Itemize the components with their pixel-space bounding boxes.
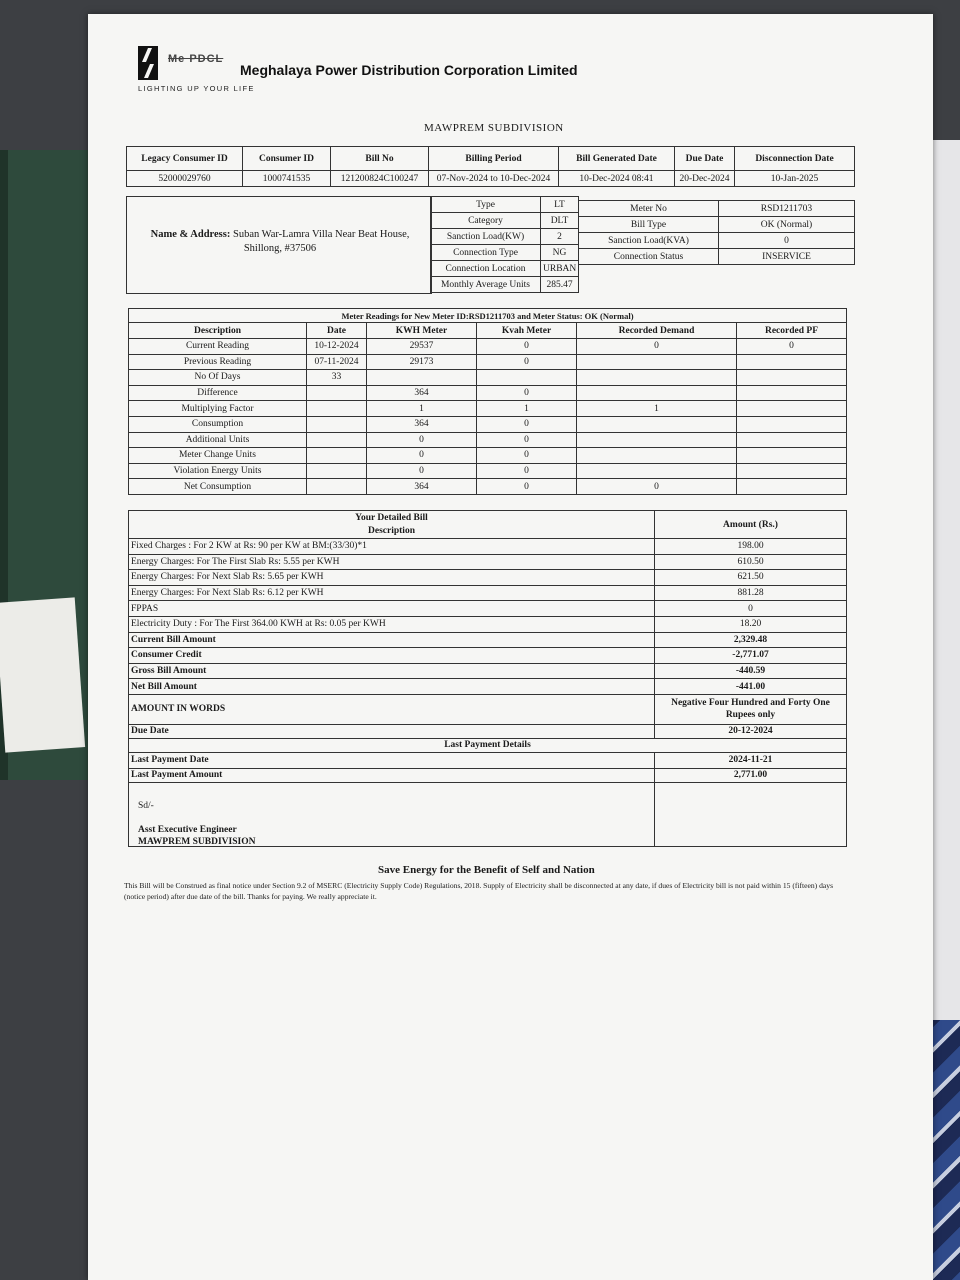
meter-reading-cell	[577, 385, 737, 401]
header-disconnection-date: Disconnection Date	[735, 147, 855, 171]
meter-reading-row	[129, 448, 847, 464]
signature-block	[138, 800, 255, 848]
meter-reading-cell	[737, 401, 847, 417]
meter-reading-cell	[577, 416, 737, 432]
bill-due-date: 20-12-2024	[655, 724, 847, 738]
meter-reading-cell: 364	[367, 416, 477, 432]
bill-no: 121200824C100247	[331, 171, 429, 187]
col-date: Date	[307, 323, 367, 339]
meter-reading-cell: 0	[477, 463, 577, 479]
meter-reading-cell: 1	[477, 401, 577, 417]
meter-reading-cell: 364	[367, 479, 477, 495]
meter-reading-row	[129, 432, 847, 448]
last-payment-amount: 2,771.00	[655, 768, 847, 782]
connection-details-table	[430, 196, 579, 293]
bill-item-amount: 610.50	[655, 554, 847, 570]
detail-label: Connection Type	[431, 245, 541, 261]
meter-reading-cell: Meter Change Units	[129, 448, 307, 464]
bill-line-item	[129, 601, 847, 617]
meter-info-value: INSERVICE	[719, 249, 855, 265]
meter-reading-row	[129, 370, 847, 386]
last-payment-date: 2024-11-21	[655, 752, 847, 768]
meter-info-table	[578, 200, 855, 265]
meter-reading-cell: 29537	[367, 339, 477, 355]
last-payment-title: Last Payment Details	[129, 738, 847, 752]
bill-item-amount: -440.59	[655, 663, 847, 679]
bill-line-item	[129, 585, 847, 601]
meter-reading-row	[129, 401, 847, 417]
footer-note: This Bill will be Construed as final notice under Section 9.2 of MSERC (Electricity Supply Code) Regulations, 2018. Supply of Electricity shall be disconnected at any date, if dues of Electricity bill is not paid within 15 (fifteen) days (notice period) after due date of the bill. Thanks for paying. We really appreciate it.	[124, 881, 834, 901]
name-address-line2: Shillong, #37506	[243, 243, 317, 254]
bill-item-amount: 198.00	[655, 539, 847, 555]
bill-item-amount: 881.28	[655, 585, 847, 601]
meter-reading-cell: 1	[367, 401, 477, 417]
blank-cell	[655, 782, 847, 846]
detail-label: Connection Location	[431, 261, 541, 277]
bill-item-description: Gross Bill Amount	[129, 663, 655, 679]
detail-value: 2	[541, 229, 579, 245]
subdivision-title: MAWPREM SUBDIVISION	[424, 122, 564, 134]
bill-header-table	[126, 146, 855, 187]
due-date-label: Due Date	[129, 724, 655, 738]
meter-reading-row	[129, 385, 847, 401]
meter-reading-cell: 0	[477, 416, 577, 432]
bill-item-amount: 621.50	[655, 570, 847, 586]
bill-item-amount: -441.00	[655, 679, 847, 695]
meter-reading-cell: Current Reading	[129, 339, 307, 355]
meter-reading-cell	[307, 432, 367, 448]
bill-item-amount: 0	[655, 601, 847, 617]
col-recorded-pf: Recorded PF	[737, 323, 847, 339]
meter-reading-cell	[577, 432, 737, 448]
detail-value: 285.47	[541, 277, 579, 293]
meter-reading-cell: Consumption	[129, 416, 307, 432]
meter-reading-cell	[307, 479, 367, 495]
amount-in-words	[655, 694, 847, 724]
meter-reading-cell: 1	[577, 401, 737, 417]
meter-reading-cell: 10-12-2024	[307, 339, 367, 355]
bill-item-description: Electricity Duty : For The First 364.00 KWH at Rs: 0.05 per KWH	[129, 616, 655, 632]
meter-reading-cell: 0	[367, 448, 477, 464]
meter-reading-cell: 0	[367, 463, 477, 479]
detail-value: DLT	[541, 213, 579, 229]
meter-reading-cell: 0	[477, 448, 577, 464]
bill-line-item	[129, 632, 847, 648]
meter-info-value: RSD1211703	[719, 201, 855, 217]
bill-line-item	[129, 663, 847, 679]
meter-reading-cell	[737, 479, 847, 495]
detail-label: Type	[431, 197, 541, 213]
detail-value: LT	[541, 197, 579, 213]
bill-item-description: Consumer Credit	[129, 648, 655, 664]
bill-item-description: Energy Charges: For Next Slab Rs: 5.65 per KWH	[129, 570, 655, 586]
detail-label: Sanction Load(KW)	[431, 229, 541, 245]
meter-reading-cell: 0	[477, 339, 577, 355]
meter-reading-cell	[737, 463, 847, 479]
legacy-consumer-id: 52000029760	[127, 171, 243, 187]
consumer-id: 1000741535	[243, 171, 331, 187]
detailed-bill-table	[128, 510, 847, 847]
meter-info-label: Sanction Load(KVA)	[579, 233, 719, 249]
meter-reading-cell	[307, 463, 367, 479]
detailed-bill-title: Your Detailed Bill	[129, 511, 655, 525]
logo-wordmark: Me PDCL	[168, 53, 224, 65]
meter-reading-cell: 364	[367, 385, 477, 401]
amount-in-words-line2: Rupees only	[725, 710, 776, 721]
footer-slogan: Save Energy for the Benefit of Self and Nation	[378, 864, 595, 876]
meter-reading-cell: 0	[737, 339, 847, 355]
amount-in-words-line1: Negative Four Hundred and Forty One	[671, 698, 830, 709]
company-logo-icon	[138, 46, 158, 80]
meter-reading-cell	[307, 385, 367, 401]
bill-item-description: Fixed Charges : For 2 KW at Rs: 90 per KW at BM:(33/30)*1	[129, 539, 655, 555]
meter-reading-cell	[577, 448, 737, 464]
header-due-date: Due Date	[675, 147, 735, 171]
bill-line-item	[129, 616, 847, 632]
bill-item-amount: 18.20	[655, 616, 847, 632]
consumer-name-address	[130, 228, 430, 256]
bill-line-item	[129, 570, 847, 586]
header-billing-period: Billing Period	[429, 147, 559, 171]
meter-info-label: Meter No	[579, 201, 719, 217]
header-legacy-consumer-id: Legacy Consumer ID	[127, 147, 243, 171]
meter-reading-cell: Previous Reading	[129, 354, 307, 370]
signature-designation: Asst Executive Engineer	[138, 825, 237, 835]
meter-reading-cell: 29173	[367, 354, 477, 370]
meter-reading-cell	[577, 354, 737, 370]
detail-value: URBAN	[541, 261, 579, 277]
meter-readings-title: Meter Readings for New Meter ID:RSD1211703 and Meter Status: OK (Normal)	[129, 309, 847, 323]
bill-item-description: FPPAS	[129, 601, 655, 617]
meter-reading-cell: Difference	[129, 385, 307, 401]
col-description: Description	[129, 323, 307, 339]
detail-label: Monthly Average Units	[431, 277, 541, 293]
meter-reading-cell: 0	[577, 339, 737, 355]
company-name: Meghalaya Power Distribution Corporation Limited	[240, 62, 578, 78]
meter-reading-row	[129, 416, 847, 432]
col-kvah-meter: Kvah Meter	[477, 323, 577, 339]
bill-item-description: Current Bill Amount	[129, 632, 655, 648]
meter-reading-cell: 0	[577, 479, 737, 495]
signature-sd: Sd/-	[138, 801, 154, 811]
header-bill-generated-date: Bill Generated Date	[559, 147, 675, 171]
meter-reading-cell	[737, 354, 847, 370]
meter-info-label: Bill Type	[579, 217, 719, 233]
background-paper-slip	[0, 597, 85, 752]
bill-line-item	[129, 679, 847, 695]
meter-reading-cell: 0	[367, 432, 477, 448]
meter-info-value: 0	[719, 233, 855, 249]
signature-office: MAWPREM SUBDIVISION	[138, 837, 256, 847]
header-bill-no: Bill No	[331, 147, 429, 171]
meter-reading-cell: Multiplying Factor	[129, 401, 307, 417]
last-payment-amount-label: Last Payment Amount	[129, 768, 655, 782]
meter-readings-table	[128, 308, 847, 495]
meter-reading-cell: Additional Units	[129, 432, 307, 448]
meter-reading-row	[129, 339, 847, 355]
meter-reading-cell: 0	[477, 432, 577, 448]
meter-reading-cell: 0	[477, 479, 577, 495]
meter-reading-cell	[307, 416, 367, 432]
meter-reading-cell	[577, 463, 737, 479]
meter-reading-cell	[737, 448, 847, 464]
meter-reading-cell: Net Consumption	[129, 479, 307, 495]
meter-reading-row	[129, 354, 847, 370]
meter-reading-cell	[307, 401, 367, 417]
amount-in-words-label: AMOUNT IN WORDS	[129, 694, 655, 724]
bill-item-description: Energy Charges: For Next Slab Rs: 6.12 per KWH	[129, 585, 655, 601]
meter-reading-cell: 33	[307, 370, 367, 386]
bill-line-item	[129, 648, 847, 664]
bill-line-item	[129, 539, 847, 555]
bill-generated-date: 10-Dec-2024 08:41	[559, 171, 675, 187]
meter-reading-cell: Violation Energy Units	[129, 463, 307, 479]
meter-reading-cell	[737, 432, 847, 448]
bill-item-amount: -2,771.07	[655, 648, 847, 664]
meter-reading-cell	[577, 370, 737, 386]
meter-reading-cell: 0	[477, 385, 577, 401]
bill-item-description: Energy Charges: For The First Slab Rs: 5.55 per KWH	[129, 554, 655, 570]
meter-info-label: Connection Status	[579, 249, 719, 265]
meter-reading-cell	[737, 416, 847, 432]
meter-reading-cell	[477, 370, 577, 386]
detail-label: Category	[431, 213, 541, 229]
bill-line-item	[129, 554, 847, 570]
col-kwh-meter: KWH Meter	[367, 323, 477, 339]
meter-reading-cell	[367, 370, 477, 386]
electricity-bill-page	[88, 14, 933, 1280]
description-header: Description	[129, 525, 655, 539]
meter-reading-cell: 07-11-2024	[307, 354, 367, 370]
due-date: 20-Dec-2024	[675, 171, 735, 187]
bill-item-description: Net Bill Amount	[129, 679, 655, 695]
meter-reading-row	[129, 463, 847, 479]
meter-reading-cell	[737, 370, 847, 386]
amount-header: Amount (Rs.)	[655, 511, 847, 539]
meter-reading-cell: 0	[477, 354, 577, 370]
meter-reading-cell	[307, 448, 367, 464]
name-address-line1: Suban War-Lamra Villa Near Beat House,	[232, 229, 410, 240]
disconnection-date: 10-Jan-2025	[735, 171, 855, 187]
detail-value: NG	[541, 245, 579, 261]
meter-reading-row	[129, 479, 847, 495]
name-address-label: Name & Address:	[150, 229, 231, 240]
col-recorded-demand: Recorded Demand	[577, 323, 737, 339]
meter-reading-cell: No Of Days	[129, 370, 307, 386]
last-payment-date-label: Last Payment Date	[129, 752, 655, 768]
bill-item-amount: 2,329.48	[655, 632, 847, 648]
meter-reading-cell	[737, 385, 847, 401]
billing-period: 07-Nov-2024 to 10-Dec-2024	[429, 171, 559, 187]
logo-tagline: LIGHTING UP YOUR LIFE	[138, 84, 255, 93]
meter-info-value: OK (Normal)	[719, 217, 855, 233]
header-consumer-id: Consumer ID	[243, 147, 331, 171]
